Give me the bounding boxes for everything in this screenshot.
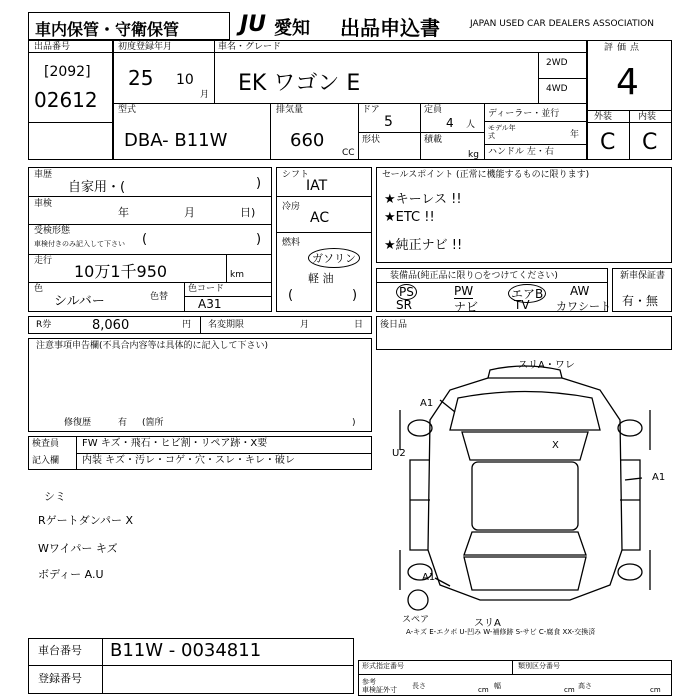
after-items-label: 後日品 bbox=[380, 320, 408, 330]
kg-unit: kg bbox=[468, 150, 479, 160]
shift-label: シフト bbox=[282, 170, 310, 180]
sales-point-2: ★ETC !! bbox=[384, 210, 435, 225]
model-label: 型式 bbox=[118, 105, 137, 115]
shape-label: 形状 bbox=[362, 135, 381, 145]
sales-points-label: セールスポイント (正常に機能するものに限ります) bbox=[382, 170, 590, 180]
dealer-label: ディーラー・並行 bbox=[488, 109, 560, 119]
length-cm: cm bbox=[478, 686, 489, 694]
car-name-value: EK ワゴン E bbox=[238, 71, 361, 96]
capacity-label: 定員 bbox=[424, 105, 443, 115]
color-value: シルバー bbox=[54, 294, 105, 309]
km-unit: km bbox=[230, 270, 244, 280]
height-cm: cm bbox=[650, 686, 661, 694]
repair-place: (箇所 bbox=[142, 418, 164, 428]
equip-seat: カワシート bbox=[556, 300, 611, 313]
color-exchange-label: 色替 bbox=[150, 292, 169, 302]
handle-label: ハンドル 左・右 bbox=[488, 147, 554, 157]
fuel-open: ( bbox=[288, 288, 294, 303]
inspection-label: 車検 bbox=[34, 199, 53, 209]
notes-label: 注意事項申告欄(不具合内容等は具体的に記入して下さい) bbox=[36, 341, 269, 351]
recycle-label: R券 bbox=[36, 320, 52, 330]
category-label: 類別区分番号 bbox=[518, 662, 560, 670]
score-label: 評価点 bbox=[604, 43, 644, 53]
deadline-month: 月 bbox=[300, 320, 310, 330]
remark-4: ボディー A.U bbox=[38, 568, 104, 581]
history-close: ) bbox=[256, 176, 262, 191]
method-label: 受検形態 bbox=[34, 226, 71, 236]
equip-aw: AW bbox=[570, 284, 590, 298]
diagram-bottom-mark: スリA bbox=[474, 618, 501, 629]
form-spec-block bbox=[358, 660, 672, 696]
diagram-top-label: スリA・ワレ bbox=[518, 360, 575, 371]
registration-label: 初度登録年月 bbox=[118, 42, 173, 52]
diagram-mark-a1-top: A1 bbox=[420, 398, 434, 409]
method-note: 車検付きのみ記入して下さい bbox=[34, 240, 125, 248]
interior-label: 内装 bbox=[638, 112, 657, 122]
model-value: DBA- B11W bbox=[124, 130, 228, 151]
fw-checklist: FW キズ・飛石・ヒビ割・リペア跡・X要 bbox=[82, 438, 268, 449]
form-title: 出品申込書 bbox=[340, 16, 440, 40]
equip-pw: PW bbox=[454, 284, 474, 298]
sales-point-1: ★キーレス !! bbox=[384, 192, 462, 207]
color-code-label: 色コード bbox=[188, 284, 225, 294]
history-label: 車歴 bbox=[34, 170, 53, 180]
load-label: 積載 bbox=[424, 135, 443, 145]
ac-value: AC bbox=[310, 210, 330, 226]
cert-size-label: 車検証外寸 bbox=[362, 686, 397, 694]
storage-title-box bbox=[28, 12, 230, 40]
fuel-close: ) bbox=[352, 288, 358, 303]
inspection-year: 年 bbox=[118, 206, 129, 219]
car-name-label: 車名・グレード bbox=[218, 42, 282, 52]
inspection-day: 日) bbox=[240, 206, 256, 219]
diagram-mark-u2: U2 bbox=[392, 448, 406, 459]
chassis-value: B11W - 0034811 bbox=[110, 640, 262, 661]
height-label: 高さ bbox=[578, 682, 592, 690]
registration-month: 10 bbox=[176, 72, 194, 88]
method-open: ( bbox=[142, 232, 148, 247]
car-outline-diagram bbox=[380, 350, 670, 620]
score-value: 4 bbox=[616, 62, 639, 103]
diagram-mark-a1-bottom: A1 bbox=[422, 572, 436, 583]
ju-logo: JU bbox=[240, 12, 267, 37]
model-year-label: モデル年式 bbox=[488, 124, 516, 140]
cc-unit: CC bbox=[342, 148, 355, 158]
storage-title: 車内保管・守衛保管 bbox=[35, 20, 180, 39]
diagram-mark-x: X bbox=[552, 440, 559, 451]
inspection-month: 月 bbox=[184, 206, 195, 219]
equipment-label: 装備品(純正品に限り○をつけてください) bbox=[390, 271, 558, 281]
displacement-value: 660 bbox=[290, 130, 325, 151]
reference-label: 参考 bbox=[362, 678, 376, 686]
door-label: ドア bbox=[362, 105, 380, 115]
remark-1: シミ bbox=[44, 490, 66, 503]
interior-checklist: 内装 キズ・汚レ・コゲ・穴・スレ・キレ・破レ bbox=[82, 455, 295, 466]
logo-text: 愛知 bbox=[274, 18, 310, 39]
lot-sub-number: [2092] bbox=[44, 64, 91, 80]
equip-tv: TV bbox=[514, 298, 530, 312]
recycle-value: 8,060 bbox=[92, 318, 130, 333]
color-code-value: A31 bbox=[198, 297, 222, 311]
registration-number-label: 登録番号 bbox=[38, 672, 82, 685]
registration-year: 25 bbox=[128, 66, 154, 90]
inspector-label-1: 検査員 bbox=[32, 439, 60, 449]
color-label: 色 bbox=[34, 284, 44, 294]
interior-grade: C bbox=[642, 130, 658, 155]
lot-number: 02612 bbox=[34, 88, 98, 112]
equip-ps: PS bbox=[396, 284, 417, 300]
history-value: 自家用・( bbox=[68, 180, 126, 195]
capacity-value: 4 bbox=[446, 116, 454, 130]
repair-label: 修復歴 bbox=[64, 418, 92, 428]
warranty-value: 有・無 bbox=[622, 294, 659, 308]
form-spec-label: 形式指定番号 bbox=[362, 662, 404, 670]
repair-close: ) bbox=[352, 418, 356, 428]
equip-airbag: エアB bbox=[508, 284, 546, 303]
drive-2wd: 2WD bbox=[546, 58, 568, 68]
mileage-value: 10万1千950 bbox=[74, 262, 168, 281]
deadline-day: 日 bbox=[354, 320, 364, 330]
association-name: JAPAN USED CAR DEALERS ASSOCIATION bbox=[470, 19, 654, 29]
remark-3: Wワイパー キズ bbox=[38, 542, 118, 555]
diagram-mark-a1-right: A1 bbox=[652, 472, 666, 483]
exterior-label: 外装 bbox=[594, 112, 613, 122]
mileage-label: 走行 bbox=[34, 256, 53, 266]
repair-value: 有 bbox=[118, 418, 128, 428]
chassis-label: 車台番号 bbox=[38, 644, 82, 657]
sales-point-3: ★純正ナビ !! bbox=[384, 238, 463, 253]
ac-label: 冷房 bbox=[282, 202, 301, 212]
door-value: 5 bbox=[384, 114, 393, 130]
fuel-diesel: 軽 油 bbox=[308, 272, 334, 285]
width-cm: cm bbox=[564, 686, 575, 694]
year-suffix: 年 bbox=[570, 130, 580, 140]
capacity-unit: 人 bbox=[466, 120, 476, 130]
deadline-label: 名変期限 bbox=[208, 320, 245, 330]
fuel-label: 燃料 bbox=[282, 238, 301, 248]
equip-sr: SR bbox=[396, 298, 412, 312]
remark-2: Rゲートダンパー X bbox=[38, 514, 134, 527]
length-label: 長さ bbox=[412, 682, 426, 690]
equip-navi: ナビ bbox=[454, 300, 479, 314]
lot-number-label: 出品番号 bbox=[34, 42, 71, 52]
method-close: ) bbox=[256, 232, 262, 247]
month-suffix: 月 bbox=[200, 90, 210, 100]
inspector-label-2: 記入欄 bbox=[32, 456, 60, 466]
damage-legend: A-キズ E-エクボ U-凹み W-補修跡 S-サビ C-腐食 XX-交換済 bbox=[406, 628, 596, 636]
yen-unit: 円 bbox=[182, 320, 192, 330]
spare-label: スペア bbox=[402, 615, 430, 625]
fuel-gasoline: ガソリン bbox=[308, 248, 360, 268]
exterior-grade: C bbox=[600, 130, 616, 155]
warranty-label: 新車保証書 bbox=[620, 271, 666, 281]
drive-4wd: 4WD bbox=[546, 84, 568, 94]
after-items-box bbox=[376, 316, 672, 350]
width-label: 幅 bbox=[494, 682, 501, 690]
shift-value: IAT bbox=[306, 178, 328, 194]
displacement-label: 排気量 bbox=[276, 105, 304, 115]
